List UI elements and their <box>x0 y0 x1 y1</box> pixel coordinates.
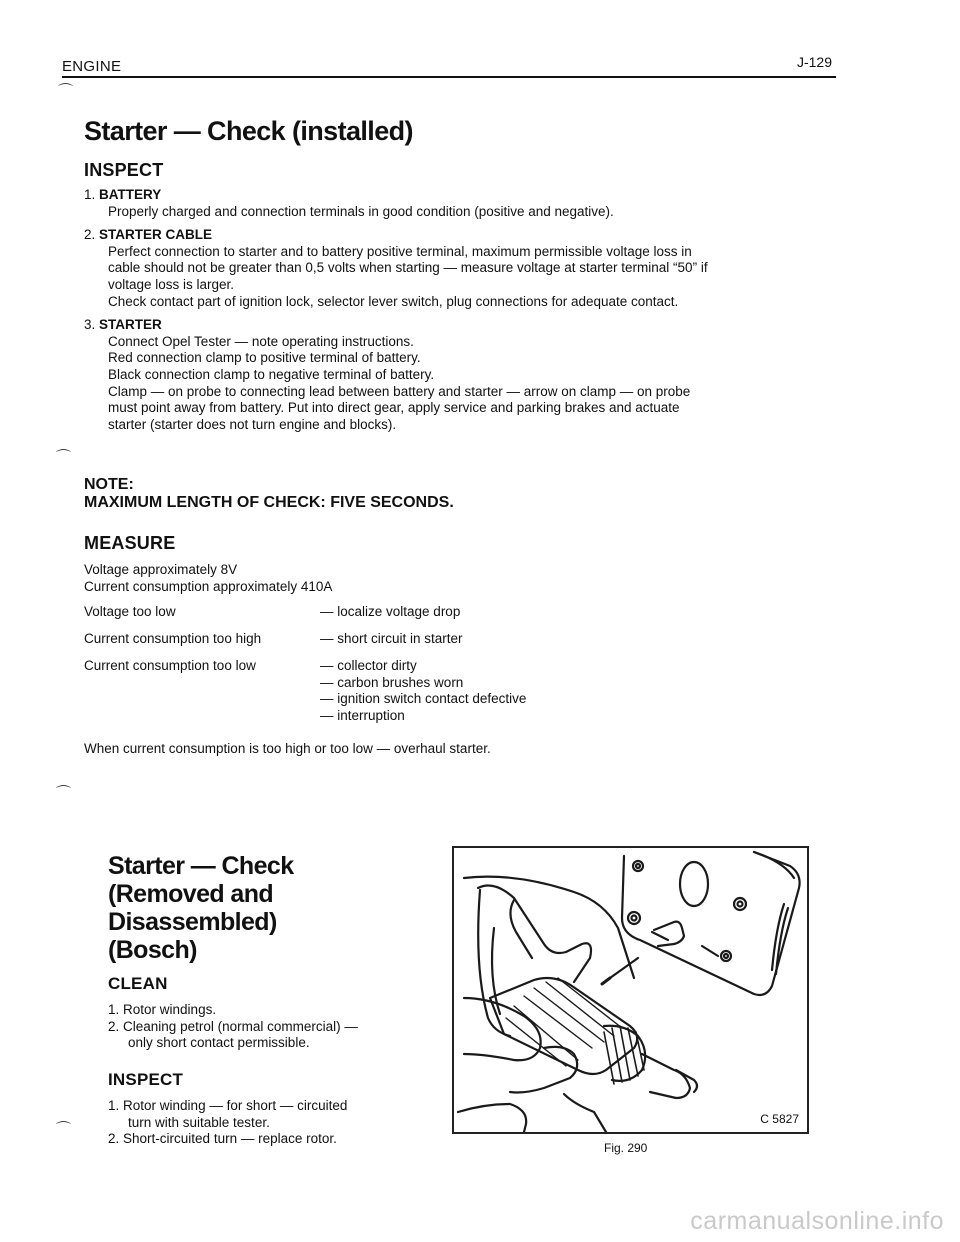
measure-row-label: Current consumption too high <box>84 631 262 646</box>
measure-row-label: Voltage too low <box>84 604 176 619</box>
step-text: Red connection clamp to positive terminal of battery. <box>108 350 421 366</box>
step-text: must point away from battery. Put into direct gear, apply service and parking brakes and actuate <box>108 400 680 416</box>
step-text: Properly charged and connection terminals in good condition (positive and negative). <box>108 203 614 219</box>
measure-row <box>84 631 784 658</box>
section-title-removed-check: Starter — Check (Removed and Disassembled) (Bosch) <box>108 852 294 964</box>
measure-row-value: — ignition switch contact defective <box>320 691 527 706</box>
step-heading: BATTERY <box>99 187 162 202</box>
step-text: Clamp — on probe to connecting lead between battery and starter — arrow on clamp — on probe <box>108 383 691 399</box>
measure-row-label: Current consumption too low <box>84 658 256 673</box>
rotor-test-figure <box>452 846 809 1134</box>
measure-row-value: — short circuit in starter <box>320 631 463 646</box>
list-item: 2. Cleaning petrol (normal commercial) — <box>108 1018 358 1034</box>
inspect-heading: INSPECT <box>84 160 164 180</box>
figure-code: C 5827 <box>760 1112 799 1126</box>
corner-mark-icon: ⌒ <box>56 785 72 802</box>
header-divider <box>62 76 836 78</box>
page-number: J-129 <box>796 54 832 70</box>
note-block <box>84 476 454 512</box>
step-text: Connect Opel Tester — note operating instructions. <box>108 333 414 349</box>
corner-mark-icon: ⌒ <box>58 83 74 100</box>
note-text: MAXIMUM LENGTH OF CHECK: FIVE SECONDS. <box>84 494 454 511</box>
list-item: 1. Rotor windings. <box>108 1002 217 1017</box>
measure-voltage: Voltage approximately 8V <box>84 562 238 577</box>
measure-row-value: — carbon brushes worn <box>320 674 464 690</box>
running-header-section: ENGINE <box>62 58 122 75</box>
note-label: NOTE: <box>84 476 134 493</box>
list-item-continued: only short contact permissible. <box>128 1035 310 1050</box>
list-item: 1. Rotor winding — for short — circuited <box>108 1098 348 1113</box>
rotor-test-illustration <box>454 848 807 1132</box>
step-text: cable should not be greater than 0,5 volts when starting — measure voltage at starter terminal “50” if <box>108 260 708 276</box>
step-starter: 3. STARTER Connect Opel Tester — note operating instructions. Red connection clamp to positive terminal of battery. Black connection clamp to negative terminal of battery. Clamp — on probe to connecting lead between battery and starter — arrow on clamp — on probe must point away from battery. Put into direct gear, apply service and parking brakes and actuate starter (starter does not turn engine and blocks). <box>84 317 844 433</box>
measure-heading: MEASURE <box>84 533 176 553</box>
measure-row-value: — localize voltage drop <box>320 604 461 619</box>
measure-row <box>84 604 784 631</box>
step-battery: 1. BATTERY Properly charged and connection terminals in good condition (positive and negative). <box>84 187 844 220</box>
step-text: Perfect connection to starter and to battery positive terminal, maximum permissible voltage loss in <box>108 243 692 259</box>
measure-current: Current consumption approximately 410A <box>84 578 333 594</box>
inspect-steps <box>84 187 844 433</box>
overhaul-conclusion: When current consumption is too high or too low — overhaul starter. <box>84 741 491 756</box>
clean-heading: CLEAN <box>108 974 168 993</box>
step-text: Check contact part of ignition lock, selector lever switch, plug connections for adequate contact. <box>108 293 679 309</box>
list-item-continued: turn with suitable tester. <box>128 1114 270 1130</box>
inspect-heading-2: INSPECT <box>108 1070 184 1089</box>
watermark: carmanualsonline.info <box>690 1207 944 1235</box>
section-title-installed-check: Starter — Check (installed) <box>84 116 413 146</box>
list-item: 2. Short-circuited turn — replace rotor. <box>108 1131 337 1146</box>
measure-intro <box>84 562 332 595</box>
step-starter-cable: 2. STARTER CABLE Perfect connection to starter and to battery positive terminal, maximum permissible voltage loss in cable should not be greater than 0,5 volts when starting — measure voltage at starter terminal “50” if voltage loss is larger. Check contact part of ignition lock, selector lever switch, plug connections for adequate contact. <box>84 227 844 310</box>
step-text: voltage loss is larger. <box>108 276 235 292</box>
measure-row-value: — collector dirty <box>320 658 417 673</box>
inspect-list <box>108 1098 438 1148</box>
corner-mark-icon: ⌒ <box>56 449 72 466</box>
clean-list <box>108 1002 438 1052</box>
measure-row <box>84 658 784 732</box>
measure-row-value: — interruption <box>320 707 405 723</box>
step-heading: STARTER <box>99 317 162 333</box>
corner-mark-icon: ⌒ <box>56 1121 72 1138</box>
measure-table <box>84 604 784 732</box>
step-heading: STARTER CABLE <box>99 227 213 243</box>
step-text: starter (starter does not turn engine and blocks). <box>108 416 397 432</box>
figure-caption: Fig. 290 <box>604 1141 648 1155</box>
step-text: Black connection clamp to negative terminal of battery. <box>108 366 435 382</box>
